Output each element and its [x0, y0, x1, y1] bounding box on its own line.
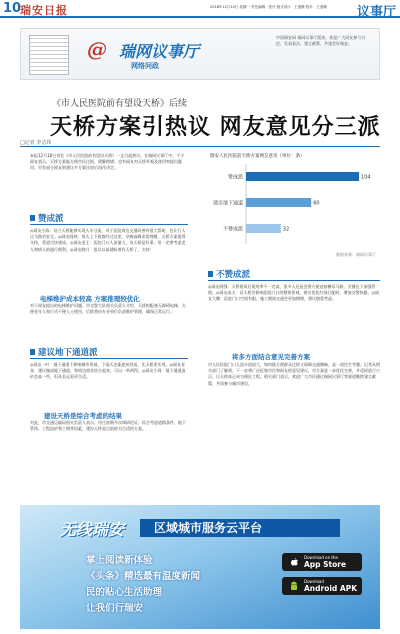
ad-slogans — [86, 553, 200, 617]
section-underground-subhead: 建设天桥是综合考虑的结果 — [44, 412, 122, 420]
section-oppose-heading — [208, 268, 358, 280]
section-oppose-text: ◎网友阿强：天桥建成后使用率不一定高，很多人还是会图方便直接横穿马路，关键在于加强管理。◎网友雨天：设天桥会影响医院门口的整体景观，建议优化红绿灯配时，增加交警执勤。◎网友大鹏：医院门口空间有限，施工期间交通会更加拥堵，建议慎重考虑。 — [208, 284, 379, 302]
section-title: 议事厅 — [356, 5, 396, 20]
section-underground-heading — [30, 346, 180, 358]
banner-intro: 中国瑞安网 瑞网议事厅版块，欢迎广大网友参与讨论，发表看法，建言献策，共建美好瑞安。 — [276, 35, 366, 46]
chart-value-label: 60 — [313, 200, 320, 207]
article-byline: □记者 李洁玮 — [20, 140, 52, 146]
android-apk-button[interactable] — [282, 577, 362, 595]
chart-bar — [246, 172, 359, 181]
paper-name: 瑞安日报 — [20, 4, 68, 17]
section-support-title: 赞成派 — [38, 214, 64, 224]
chart-category-label: 赞成派 — [227, 174, 243, 181]
ad-slogan: 让我们行瑞安 — [86, 603, 144, 614]
app-advertisement — [20, 505, 380, 629]
banner-subtitle: 网络问政 — [131, 62, 159, 70]
ad-slogan: 《头条》精选最有温度新闻 — [86, 571, 201, 582]
section-oppose-title: 不赞成派 — [216, 270, 251, 280]
ad-slogan: 民的贴心生活助理 — [86, 587, 163, 598]
section-oppose-subhead: 将多方面结合意见完善方案 — [232, 353, 310, 361]
apple-icon — [288, 556, 300, 568]
ad-slogan: 掌上阅读新体验 — [86, 555, 153, 566]
app-store-small-label: Download on the — [304, 555, 338, 560]
section-support-text: ◎网友小陈：设立天桥能够实现人车分流，对于医院周边交通改善有很大帮助，也让行人过马路更安全。◎网友阿林：每天上下班都经过这里，早晚高峰非常拥堵，天桥方案值得支持，希望尽快建成。◎网友老王：医院门口人流量大，设天桥是好事，但一定要考虑老人和病人的通行便利。◎网友晓月：很早以前就盼着有天桥了，支持！ — [30, 228, 186, 252]
app-store-button[interactable] — [282, 553, 362, 571]
chart-category-label: 不赞成派 — [222, 226, 243, 233]
chart-bar — [246, 198, 311, 207]
column-banner — [20, 28, 380, 80]
chart-title: 瑞安人民医院前天桥方案网友意见（单位：条） — [210, 154, 305, 159]
qr-code-icon — [29, 35, 69, 75]
headline-rule — [20, 146, 380, 147]
section-marker-icon — [30, 349, 35, 355]
app-store-label: App Store — [304, 560, 347, 569]
chart-value-label: 32 — [282, 226, 290, 233]
section-support-heading — [30, 212, 180, 224]
ad-brand: 无线瑞安 — [60, 520, 125, 539]
chart-value-label: 104 — [361, 174, 371, 181]
section-marker-icon — [30, 215, 35, 221]
section-underground-text: ◎网友一叶：地下通道不影响城市景观，下雨天也能遮风挡雨，比天桥更实用。◎网友老张：建议做成地下通道，和周边商业结合起来，可以一举两得。◎网友小周：地下通道造价会高一些，但从长远看更合适。 — [30, 362, 186, 380]
section-divider — [208, 280, 380, 281]
section-support-subtext: 对于网友提出的电梯维护问题，市交警大队相关负责人介绍，天桥拟配备无障碍电梯，方便老年人和行动不便人士使用，后续将由专业单位负责维护管理，确保正常运行。 — [30, 303, 186, 315]
android-label: Android APK — [304, 584, 358, 593]
section-underground-subtext: 对此，市交通运输局相关负责人表示，经过前期多次调研论证，综合考虑道路条件、地下管线、工程造价和工期等因素，建设天桥是目前较为合适的方案。 — [30, 420, 186, 432]
page-header — [0, 0, 400, 18]
ad-ribbon-text: 区域城市服务云平台 — [154, 521, 263, 535]
chart-category-label: 建议地下通道 — [212, 200, 243, 207]
article-lede: 本报12月10日刊发《市人民医院前有望设天桥》一文引起热议。在瑞网议事厅中，不少网友表示，天桥方案能方便市民过街，缓解拥堵；也有网友对天桥外观及使用率提出疑问；另有部分网友则建议多方案比较后再作决定。 — [30, 153, 185, 171]
chart-note: 数据来源：瑞网议事厅 — [336, 252, 376, 257]
section-divider — [30, 224, 188, 225]
ad-ribbon — [140, 519, 340, 537]
banner-title: 瑞网议事厅 — [119, 42, 200, 61]
section-marker-icon — [208, 271, 213, 277]
page-meta: 2018年12月10日 星期一 责任编辑：张丹 版式设计：王逸蝶 校对：王逸蝶 — [210, 5, 327, 9]
section-underground-title: 建议地下通道派 — [38, 348, 98, 358]
at-logo-icon: @ — [87, 37, 107, 61]
android-icon — [288, 580, 300, 592]
opinion-chart — [208, 150, 383, 260]
android-small-label: Download — [304, 579, 324, 584]
page-number: 10 — [3, 1, 22, 16]
opinion-chart-svg — [208, 150, 383, 260]
chart-bar — [246, 224, 281, 233]
article-headline: 天桥方案引热议 网友意见分三派 — [50, 114, 381, 140]
section-oppose-subtext: 市人民医院门口人流车流较大，如何既方便群众过街又保障交通顺畅，是一道民生考题。记者从相关部门了解到，下一步将广泛征集市民和网友的意见建议，对方案进一步优化完善，并适时进行公示，让天桥真正成为便民工程。相关部门表示，欢迎广大市民通过瑞网议事厅等渠道继续建言献策，共同参与城市建设。 — [208, 362, 380, 386]
article-kicker: 《市人民医院前有望设天桥》后续 — [52, 99, 188, 109]
section-divider — [30, 358, 188, 359]
section-support-subhead: 电梯维护成本较高 方案推理较优化 — [40, 295, 140, 303]
